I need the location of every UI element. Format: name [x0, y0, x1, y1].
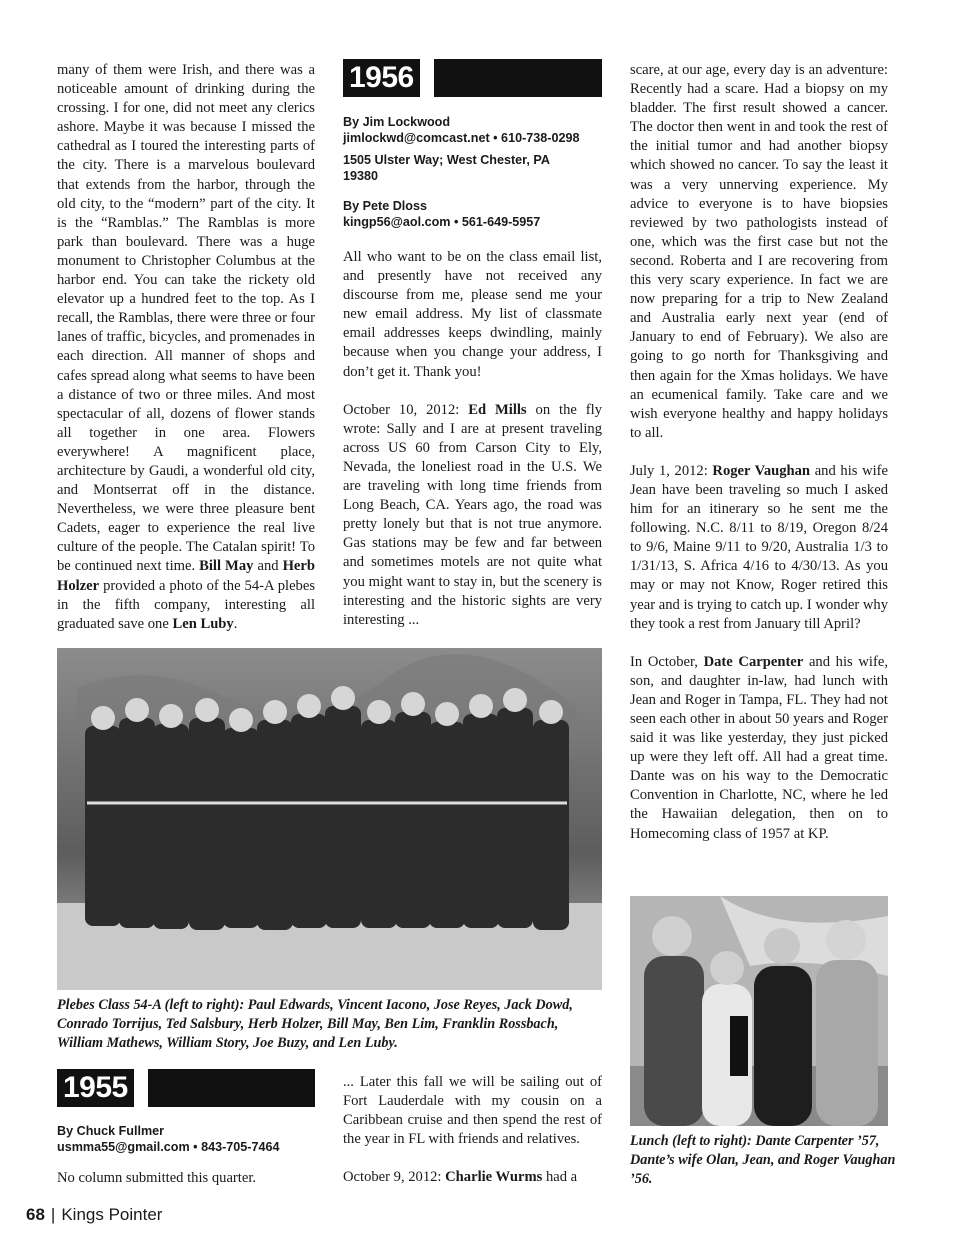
lunch-group-photo [630, 896, 888, 1126]
left-column [57, 61, 315, 634]
article-paragraph: scare, at our age, every day is an adventure: Recently had a scare. Had a biopsy on my bladder. The first result showed a cancer. The doctor then went in and took the rest of the initial tumor and had another biopsy which showed no cancer. To say the least it was a very unnerving experience. My advice to everyone is to have biopsies reviewed by two pathologists instead of one, which was the first case but not the second. Roberta and I are recovering from this very scary experience. In fact we are now preparing for a trip to New Zealand and Australia early next year (end of January to end of February). We also are going to go north for Thanksgiving and then again for the Xmas holidays. We have an ecumenical family. Take care and we wish everyone healthy and happy holidays to all. [630, 62, 888, 441]
class-1956-section [343, 59, 602, 630]
article-paragraph: October 9, 2012: Charlie Wurms had a [343, 1169, 578, 1186]
person-name: Herb Holzer [57, 558, 315, 594]
year-header-1955 [57, 1069, 315, 1107]
year-label: 1956 [343, 59, 420, 97]
page-footer [26, 1205, 162, 1225]
person-name: Charlie Wurms [445, 1169, 543, 1186]
header-bar [434, 59, 602, 97]
article-paragraph: October 10, 2012: Ed Mills on the fly wrote: Sally and I are at present traveling across US 60 from Carson City to Ely, Nevada, the loneliest road in the U.S. We are traveling with long time friends from Long Beach, CA. Years ago, the road was pretty lonely but that is not true anymore. Gas stations may be few and far between and sometimes motels are not quite what you might want to stay in, but the scenery is interesting and the historic sights are very interesting ... [343, 401, 602, 628]
publication-name: Kings Pointer [61, 1205, 163, 1224]
article-paragraph: No column submitted this quarter. [57, 1170, 257, 1186]
byline-fullmer: By Chuck Fullmer usmma55@gmail.com • 843-705-7464 [57, 1124, 280, 1154]
byline-lockwood: By Jim Lockwood jimlockwd@comcast.net • 610-738-0298 1505 Ulster Way; West Chester, PA 19380 [343, 115, 580, 183]
lunch-photo-caption: Lunch (left to right): Dante Carpenter ’57, Dante’s wife Olan, Jean, and Roger Vaughan ’56. [630, 1133, 896, 1188]
year-header-1956 [343, 59, 602, 97]
page-number: 68 [26, 1205, 45, 1224]
person-name: Roger Vaughan [712, 462, 811, 479]
article-paragraph: many of them were Irish, and there was a noticeable amount of drinking during the crossing. I for one, did not meet any clerics ashore. Maybe it was because I missed the cathedral as I toured the interesting parts of the city. There is a marvelous boulevard that extends from the harbor, through the old city, to the “modern” part of the city. It is the “Ramblas.” The Ramblas is more park than boulevard. There was a huge monument to Christopher Columbus at the harbor end. You can take the rickety old elevator up a hundred feet to the top. As I recall, the Ramblas, there were three or four lanes of traffic, bicycles, and promenades in each direction. All manner of shops and cafes spread along what seems to have been a distance of two or three miles. And most spectacular of all, dozens of flower stands all together in one area. Flowers everywhere! A magnificent place, architecture by Gaudi, a wonderful old city, and Montserrat off in the distance. Nevertheless, we were three pleasure bent Cadets, eager to experience the real live culture of the people. The Catalan spirit! To be continued next time. Bill May and Herb Holzer provided a photo of the 54-A plebes in the fifth company, interesting all graduated save one Len Luby. [57, 62, 315, 632]
article-paragraph: July 1, 2012: Roger Vaughan and his wife Jean have been traveling so much I asked him for an itinerary so he sent me the following. N.C. 8/11 to 8/19, Oregon 8/24 to 9/6, Maine 9/11 to 9/20, Australia 1/3 to 1/31/13, S. Africa 4/16 to 4/30/13. As you may or may not Know, Roger retired this year and is trying to catch up. I wonder why they took a rest from January till April? [630, 462, 888, 632]
lunch-photo-image [630, 896, 888, 1126]
byline-dloss: By Pete Dloss kingp56@aol.com • 561-649-5957 [343, 199, 541, 229]
article-paragraph: ... Later this fall we will be sailing out of Fort Lauderdale with my cousin on a Caribbean cruise and then spend the rest of the year in FL with friends and relatives. [343, 1074, 602, 1148]
header-bar [148, 1069, 315, 1107]
right-column [630, 61, 888, 844]
person-name: Date Carpenter [703, 653, 804, 670]
class-1956-continued [343, 1073, 602, 1187]
person-name: Bill May [199, 558, 254, 575]
plebes-group-photo [57, 648, 602, 990]
person-name: Len Luby [172, 615, 234, 632]
year-label: 1955 [57, 1069, 134, 1107]
class-1955-section [57, 1069, 315, 1188]
plebes-photo-caption: Plebes Class 54-A (left to right): Paul Edwards, Vincent Iacono, Jose Reyes, Jack Dowd, Conrado Torrijus, Ted Salsbury, Herb Holzer, Bill May, Ben Lim, Franklin Rossbach, William Mathews, William Story, Joe Buzy, and Len Luby. [57, 997, 573, 1052]
footer-separator: | [50, 1205, 56, 1224]
article-paragraph: All who want to be on the class email list, and presently have not received any discourse from me, please send me your new email address. My list of classmate email addresses keeps dwindling, mainly because when you change your address, I don’t get it. Thank you! [343, 249, 602, 380]
plebes-photo-image [57, 648, 602, 990]
article-paragraph: In October, Date Carpenter and his wife, son, and daughter in-law, had lunch with Jean and Roger in Tampa, FL. They had not seen each other in about 50 years and Roger said it was like yesterday, they just picked up were they left off. All had a great time. Dante was on his way to the Democratic Convention in Charlotte, NC, where he led the Hawaiian delegation, then on to Homecoming class of 1957 at KP. [630, 653, 888, 842]
person-name: Ed Mills [468, 401, 527, 418]
